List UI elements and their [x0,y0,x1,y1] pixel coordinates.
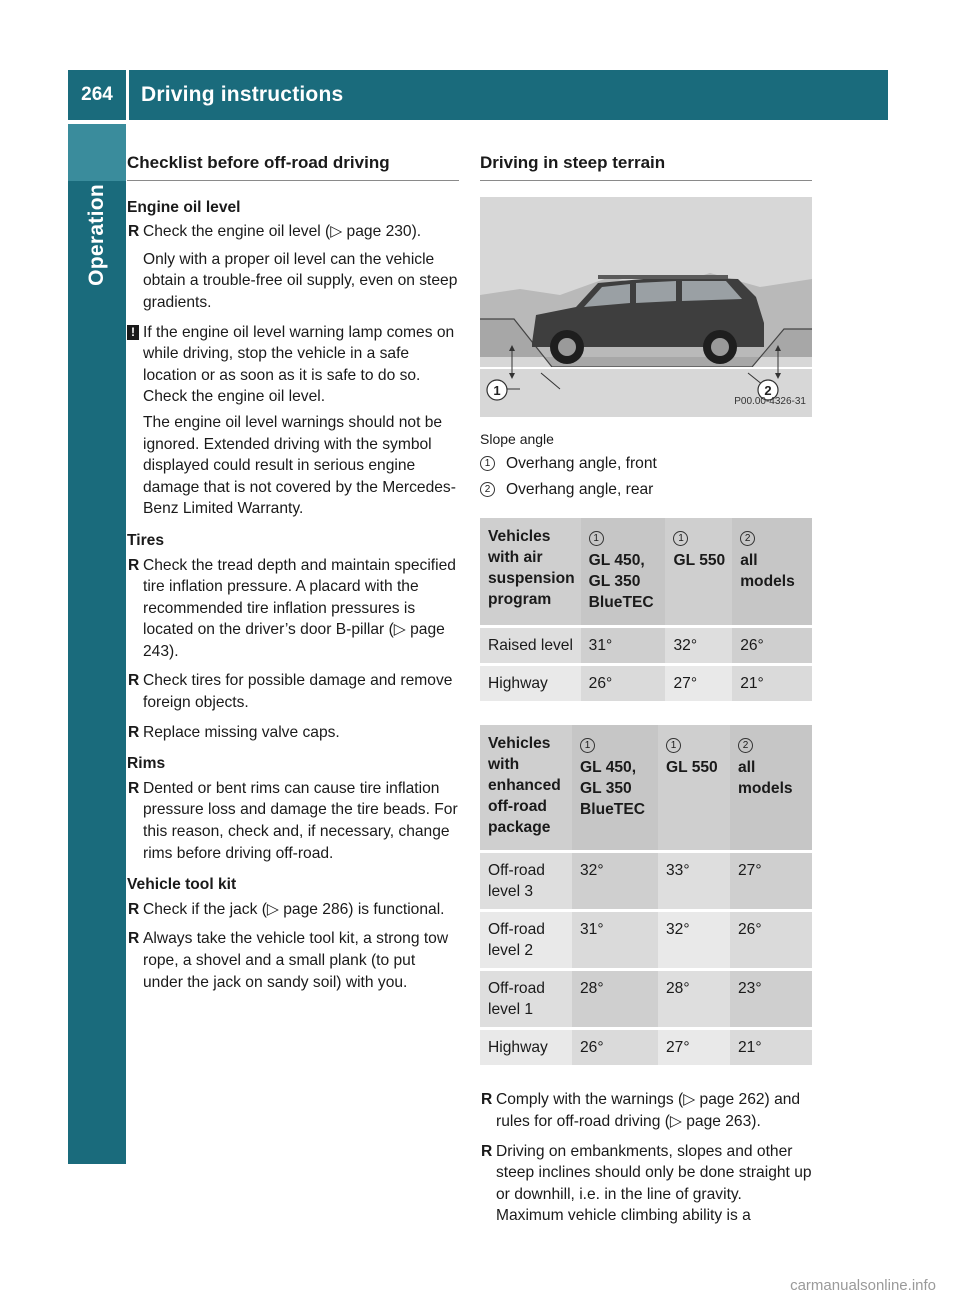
bullet-text: Always take the vehicle tool kit, a strong tow rope, a shovel and a small plank (to put under the jack on sandy soil) with you. [143,930,449,991]
list-item [127,221,459,313]
table-cell: 27° [730,853,812,909]
table-cell: 31° [581,628,666,663]
legend-number-icon: 1 [480,456,495,471]
bullet-text: Check the engine oil level (▷ page 230). [143,223,422,241]
right-column [480,152,812,1235]
bullet-mark: R [481,1091,493,1109]
legend-number-icon: 1 [589,531,604,546]
table-cell: 26° [732,628,812,663]
legend-number-icon: 2 [740,531,755,546]
list-item [127,899,459,921]
table-header-cell: 1 GL 550 [658,725,730,850]
list-item [127,670,459,713]
table-row [480,1030,812,1065]
list-item [480,1141,812,1227]
bullet-text: Replace missing valve caps. [143,723,340,741]
bullet-text: Check tires for possible damage and remove foreign objects. [143,672,453,712]
table-cell: 21° [730,1030,812,1065]
table-cell: 26° [572,1030,658,1065]
side-tab-label: Operation [85,184,108,286]
steep-terrain-title: Driving in steep terrain [480,152,812,181]
watermark: carmanualsonline.info [790,1277,936,1294]
table-row [480,628,812,663]
legend-number-icon: 1 [673,531,688,546]
table-cell: 26° [730,912,812,968]
legend-item [480,479,812,501]
table-cell: 28° [572,971,658,1027]
table-cell: Highway [480,1030,572,1065]
bullet-text: Check if the jack (▷ page 286) is functional. [143,900,445,918]
legend-number-icon: 2 [738,738,753,753]
list-item [127,778,459,864]
table-cell: 33° [658,853,730,909]
side-tab-marker [68,124,126,181]
table-cell: Off-road level 3 [480,853,572,909]
table-cell: 27° [658,1030,730,1065]
list-item [127,555,459,663]
table-cell: 26° [581,666,666,701]
table-cell: Off-road level 2 [480,912,572,968]
table-cell: 31° [572,912,658,968]
figure-marker-1: 1 [493,382,501,398]
figure-marker-2: 2 [764,382,772,398]
table-row [480,912,812,968]
table-header-cell: 2 all models [732,518,812,625]
off-road-package-angle-table [480,725,812,1065]
table-cell: 27° [665,666,732,701]
list-item [480,1089,812,1132]
bullet-subtext: Only with a proper oil level can the vehicle obtain a trouble-free oil supply, even on steep gradients. [143,250,458,311]
table-header-cell: Vehicles with enhanced off-road package [480,725,572,850]
tires-heading: Tires [127,531,164,549]
legend-text: Overhang angle, rear [506,480,654,498]
table-cell: Highway [480,666,581,701]
rims-heading: Rims [127,755,166,773]
table-header-cell: 1 GL 550 [665,518,732,625]
bullet-mark: R [128,223,140,241]
bullet-mark: R [128,900,140,918]
table-cell: 32° [658,912,730,968]
table-header-cell: 1 GL 450, GL 350 BlueTEC [572,725,658,850]
table-cell: 32° [572,853,658,909]
table-cell: Off-road level 1 [480,971,572,1027]
bullet-mark: R [481,1142,493,1160]
table-row [480,853,812,909]
table-cell: 23° [730,971,812,1027]
table-header-cell: Vehicles with air suspension program [480,518,581,625]
bullet-mark: R [128,779,140,797]
legend-number-icon: 2 [480,482,495,497]
page-number: 264 [68,70,126,120]
note-text: The engine oil level warnings should not be ignored. Extended driving with the symbol displayed could result in serious engine damage that is not covered by the Mercedes-Benz Limited Warranty. [143,413,456,518]
tool-kit-heading: Vehicle tool kit [127,876,237,894]
table-header-cell: 2 all models [730,725,812,850]
legend-number-icon: 1 [580,738,595,753]
legend-number-icon: 1 [666,738,681,753]
bullet-mark: R [128,723,140,741]
bullet-text: Driving on embankments, slopes and other steep inclines should only be done straight up or downhill, i.e. in the line of gravity. Maximum vehicle climbing ability is a [496,1142,812,1225]
table-header-cell: 1 GL 450, GL 350 BlueTEC [581,518,666,625]
side-tab [68,124,126,1164]
list-item [127,722,459,744]
checklist-title: Checklist before off-road driving [127,152,459,181]
legend-item [480,453,812,475]
slope-angle-figure [480,197,812,417]
warning-note [127,322,459,520]
left-column [127,152,459,1001]
steep-terrain-bullets [480,1089,812,1227]
table-cell: Raised level [480,628,581,663]
table-row [480,666,812,701]
section-header-title: Driving instructions [129,70,888,120]
figure-code: P00.00-4326-31 [734,396,806,407]
legend-text: Overhang angle, front [506,455,657,473]
vehicle-slope-illustration [480,197,812,417]
table-cell: 28° [658,971,730,1027]
table-cell: 21° [732,666,812,701]
bullet-text: Dented or bent rims can cause tire inflation pressure loss and damage the tire beads. For this reason, check and, if necessary, change rims before driving off-road. [143,779,458,862]
air-suspension-angle-table [480,518,812,701]
note-text: If the engine oil level warning lamp comes on while driving, stop the vehicle in a safe location or as soon as it is safe to do so. Check the engine oil level. [143,323,455,406]
bullet-mark: R [128,556,140,574]
bullet-text: Comply with the warnings (▷ page 262) and rules for off-road driving (▷ page 263). [496,1091,801,1130]
bullet-text: Check the tread depth and maintain specified tire inflation pressure. A placard with the recommended tire inflation pressures is located on the driver’s door B-pillar (▷ page 243). [143,556,456,660]
table-cell: 32° [665,628,732,663]
bullet-mark: R [128,930,140,948]
bullet-mark: R [128,672,140,690]
figure-caption: Slope angle [480,430,554,447]
list-item [127,928,459,993]
warning-icon: ! [127,325,139,340]
engine-oil-heading: Engine oil level [127,198,241,216]
table-row [480,971,812,1027]
